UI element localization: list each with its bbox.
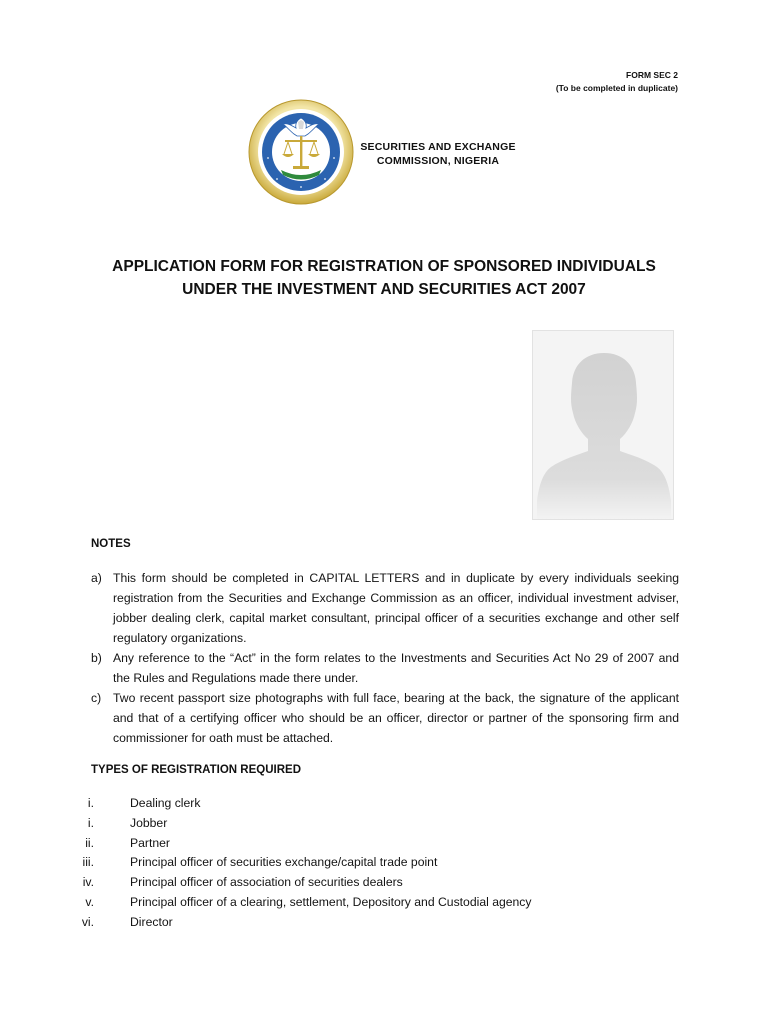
list-item-marker: a) xyxy=(91,571,102,585)
list-item-text: Principal officer of securities exchange/capital trade point xyxy=(130,855,438,870)
form-code-instruction: (To be completed in duplicate) xyxy=(555,83,678,93)
list-item xyxy=(60,893,680,913)
list-item-text: Principal officer of association of securities dealers xyxy=(130,875,403,890)
list-item-marker: i. xyxy=(87,815,94,830)
notes-heading: NOTES xyxy=(91,538,131,550)
list-item xyxy=(91,648,679,688)
list-item-text: Dealing clerk xyxy=(130,796,201,810)
list-item xyxy=(91,568,679,648)
list-item-text: Partner xyxy=(130,835,170,850)
list-item xyxy=(60,853,680,873)
registration-types-list xyxy=(60,794,680,933)
person-silhouette-icon xyxy=(533,331,674,520)
list-item-text: Two recent passport size photographs with full face, bearing at the back, the signature of the applicant and that of a certifying officer who should be an officer, director or partner of the sponsoring firm and commissioner for oath must be attached. xyxy=(113,691,679,745)
list-item xyxy=(60,814,680,834)
organization-name-line2: COMMISSION, NIGERIA xyxy=(376,155,500,167)
list-item-marker: iii. xyxy=(82,855,94,870)
list-item-text: Any reference to the “Act” in the form relates to the Investments and Securities Act No 29 of 2007 and the Rules and Regulations made there under. xyxy=(113,651,679,685)
list-item-text: Jobber xyxy=(130,815,168,830)
document-title-line1: APPLICATION FORM FOR REGISTRATION OF SPONSORED INDIVIDUALS xyxy=(112,258,656,275)
document-title xyxy=(84,255,684,301)
list-item xyxy=(60,913,680,933)
notes-list xyxy=(91,568,679,748)
passport-photo-placeholder xyxy=(532,330,674,520)
list-item-marker: iv. xyxy=(82,875,94,890)
registration-types-heading: TYPES OF REGISTRATION REQUIRED xyxy=(91,764,301,776)
sec-nigeria-logo xyxy=(247,98,355,206)
list-item-text: Principal officer of a clearing, settlement, Depository and Custodial agency xyxy=(130,894,532,909)
list-item-text: Director xyxy=(130,914,173,929)
list-item-marker: i. xyxy=(87,796,94,810)
list-item-marker: c) xyxy=(91,691,102,705)
organization-name xyxy=(348,140,528,168)
document-title-line2: UNDER THE INVESTMENT AND SECURITIES ACT 2007 xyxy=(182,281,586,298)
list-item-text: This form should be completed in CAPITAL LETTERS and in duplicate by every individuals seeking registration from the Securities and Exchange Commission as an officer, individual investment adviser, jobber dealing clerk, capital market consultant, principal officer of a securities exchange and other self regulatory organizations. xyxy=(113,571,679,645)
list-item-marker: vi. xyxy=(81,914,94,929)
list-item-marker: v. xyxy=(85,894,94,909)
form-code-label: FORM SEC 2 xyxy=(626,70,678,80)
list-item xyxy=(60,794,680,814)
list-item xyxy=(60,873,680,893)
list-item-marker: ii. xyxy=(85,835,94,850)
list-item-marker: b) xyxy=(91,651,102,665)
list-item xyxy=(60,834,680,854)
organization-name-line1: SECURITIES AND EXCHANGE xyxy=(360,141,516,153)
list-item xyxy=(91,688,679,748)
form-code xyxy=(556,69,678,95)
